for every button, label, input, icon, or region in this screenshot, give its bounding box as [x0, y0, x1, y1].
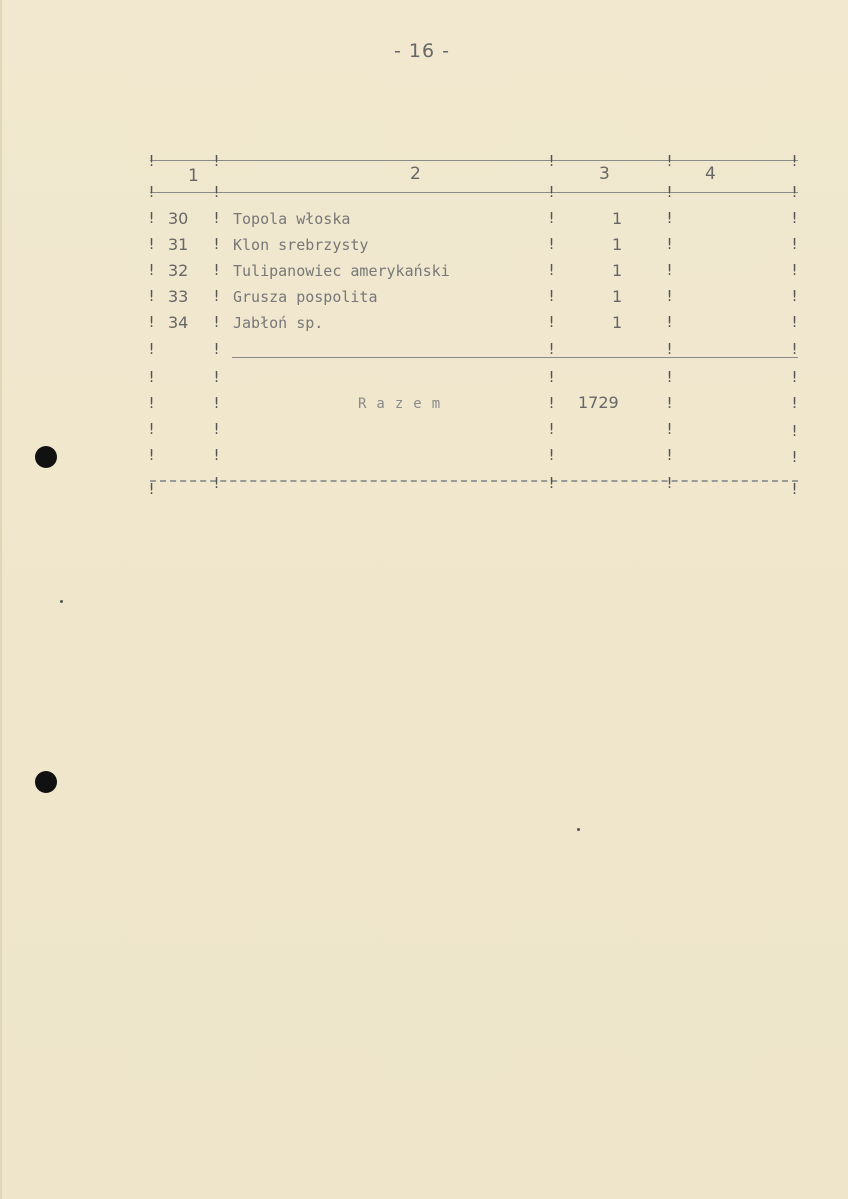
inventory-table: ! ! ! ! ! ! ! ! ! ! ! ! ! ! ! ! ! ! ! ! ! ! ! ! ! ! ! ! ! ! ! ! ! ! ! ! ! ! ! ! ! ! ! ! ! ! ! ! ! ! ! ! ! ! ! ! ! ! ! ! ! ! ! ! ! 1 2 3 4 30 Topola włoska 1 31 Klon srebrzysty 1 32 Tulipanowiec amerykański 1 33 Grusza pospolita 1 34 Jabłoń sp. 1 Razem 1729	[147, 152, 800, 498]
punch-hole	[35, 446, 57, 468]
species-name: Topola włoska	[233, 210, 351, 228]
body-rule	[232, 357, 798, 358]
species-name: Jabłoń sp.	[233, 314, 324, 332]
table-top-rule	[150, 160, 798, 161]
table-bottom-rule	[150, 480, 798, 482]
column-header-2: 2	[410, 164, 421, 184]
column-header-4: 4	[705, 164, 716, 184]
species-name: Tulipanowiec amerykański	[233, 262, 450, 280]
row-number: 34	[168, 313, 189, 332]
species-count: 1	[612, 261, 623, 280]
species-count: 1	[612, 209, 623, 228]
paper-speck	[577, 828, 580, 831]
row-number: 32	[168, 261, 189, 280]
row-number: 30	[168, 209, 189, 228]
header-rule	[150, 192, 798, 193]
page-number: - 16 -	[394, 40, 450, 62]
row-number: 33	[168, 287, 189, 306]
total-value: 1729	[578, 393, 619, 412]
column-header-3: 3	[599, 164, 610, 184]
species-count: 1	[612, 287, 623, 306]
column-header-1: 1	[188, 166, 199, 186]
punch-hole	[35, 771, 57, 793]
total-label: Razem	[358, 396, 451, 412]
species-name: Grusza pospolita	[233, 288, 378, 306]
species-count: 1	[612, 313, 623, 332]
species-count: 1	[612, 235, 623, 254]
row-number: 31	[168, 235, 189, 254]
species-name: Klon srebrzysty	[233, 236, 369, 254]
paper-speck	[60, 600, 63, 603]
